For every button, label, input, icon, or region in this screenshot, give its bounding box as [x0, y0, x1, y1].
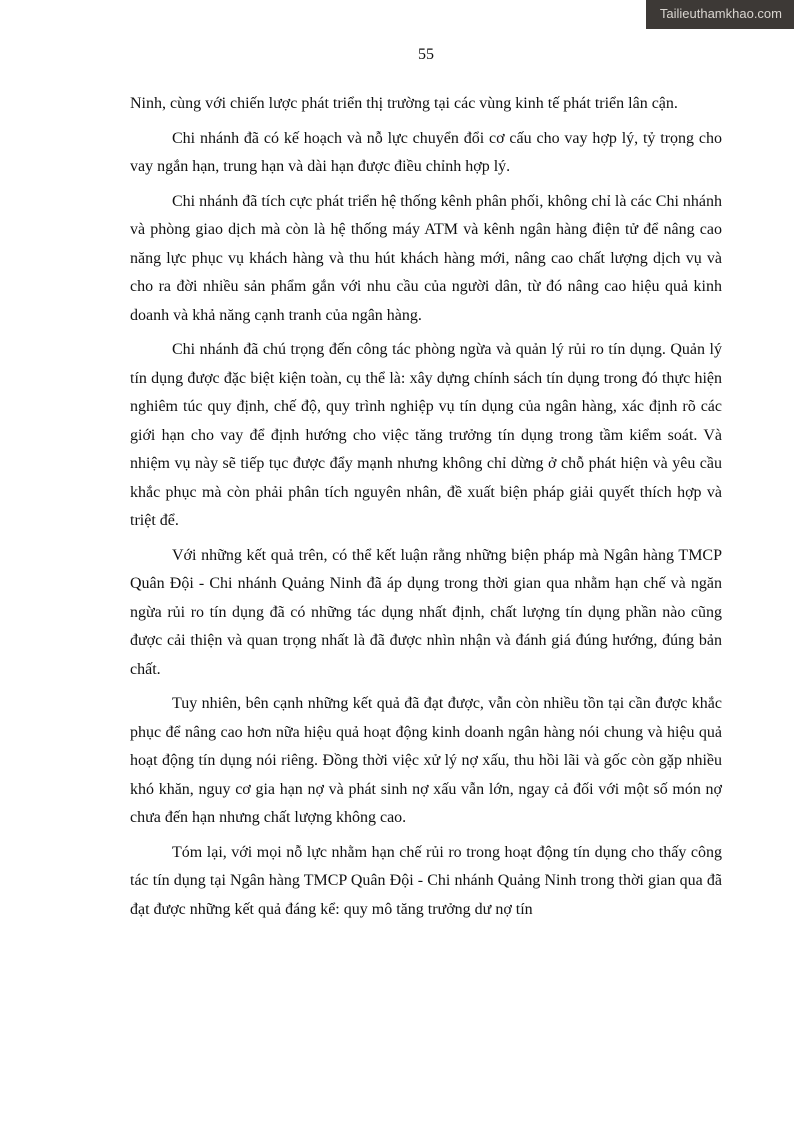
document-body — [130, 90, 722, 930]
paragraph: Tóm lại, với mọi nỗ lực nhằm hạn chế rủi ro trong hoạt động tín dụng cho thấy công tác tín dụng tại Ngân hàng TMCP Quân Đội - Chi nhánh Quảng Ninh trong thời gian qua đã đạt được những kết quả đáng kể: quy mô tăng trưởng dư nợ tín — [130, 843, 722, 918]
paragraph: Tuy nhiên, bên cạnh những kết quả đã đạt được, vẫn còn nhiều tồn tại cần được khắc phục để nâng cao hơn nữa hiệu quả hoạt động kinh doanh ngân hàng nói chung và hiệu quả hoạt động tín dụng nói riêng. Đồng thời việc xử lý nợ xấu, thu hồi lãi và gốc còn gặp nhiều khó khăn, nguy cơ gia hạn nợ và phát sinh nợ xấu vẫn lớn, ngay cả đối với một số món nợ chưa đến hạn nhưng chất lượng không cao. — [130, 695, 722, 826]
watermark-text: Tailieuthamkhao.com — [659, 6, 782, 21]
watermark-banner — [646, 0, 794, 29]
paragraph: Chi nhánh đã có kế hoạch và nỗ lực chuyển đổi cơ cấu cho vay hợp lý, tỷ trọng cho vay ngắn hạn, trung hạn và dài hạn được điều chỉnh hợp lý. — [130, 129, 722, 175]
paragraph: Chi nhánh đã chú trọng đến công tác phòng ngừa và quản lý rủi ro tín dụng. Quản lý tín dụng được đặc biệt kiện toàn, cụ thể là: xây dựng chính sách tín dụng trong đó thực hiện nghiêm túc quy định, chế độ, quy trình nghiệp vụ tín dụng của ngân hàng, xác định rõ các giới hạn cho vay để định hướng cho việc tăng trưởng tín dụng trong tầm kiểm soát. Và nhiệm vụ này sẽ tiếp tục được đẩy mạnh nhưng không chỉ dừng ở chỗ phát hiện và yêu cầu khắc phục mà còn phải phân tích nguyên nhân, đề xuất biện pháp giải quyết thích hợp và triệt để. — [130, 341, 722, 529]
paragraph: Ninh, cùng với chiến lược phát triển thị trường tại các vùng kinh tế phát triển lân cận. — [130, 95, 678, 112]
page-number: 55 — [418, 46, 434, 63]
paragraph: Với những kết quả trên, có thể kết luận rằng những biện pháp mà Ngân hàng TMCP Quân Đội - Chi nhánh Quảng Ninh đã áp dụng trong thời gian qua nhằm hạn chế và ngăn ngừa rủi ro tín dụng đã có những tác dụng nhất định, chất lượng tín dụng phần nào cũng được cải thiện và quan trọng nhất là đã được nhìn nhận và đánh giá đúng hướng, đúng bản chất. — [130, 546, 722, 678]
paragraph: Chi nhánh đã tích cực phát triển hệ thống kênh phân phối, không chỉ là các Chi nhánh và phòng giao dịch mà còn là hệ thống máy ATM và kênh ngân hàng điện tử để nâng cao năng lực phục vụ khách hàng và thu hút khách hàng mới, nâng cao chất lượng dịch vụ và cho ra đời nhiều sản phẩm gắn với nhu cầu của người dân, từ đó nâng cao hiệu quả kinh doanh và khả năng cạnh tranh của ngân hàng. — [130, 192, 722, 324]
